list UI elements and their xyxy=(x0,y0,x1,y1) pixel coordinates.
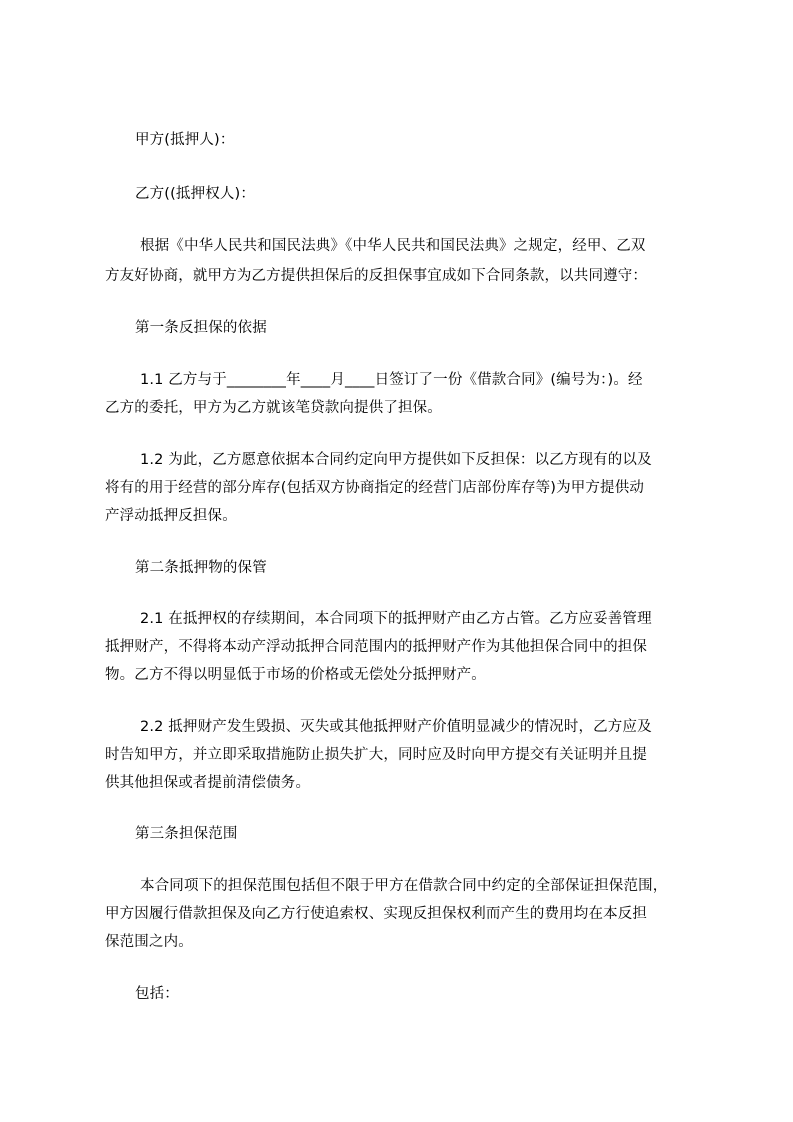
party-a-label: 甲方(抵押人)： xyxy=(135,132,235,148)
article-2-heading: 第二条抵押物的保管 xyxy=(135,560,267,576)
clause-1-2-line-3: 产浮动抵押反担保。 xyxy=(105,508,237,524)
party-b-label: 乙方((抵押权人)： xyxy=(135,186,255,202)
article-3-heading: 第三条担保范围 xyxy=(135,826,238,842)
clause-2-1-line-1: 2.1 在抵押权的存续期间，本合同项下的抵押财产由乙方占管。乙方应妥善管理 xyxy=(140,611,652,627)
clause-2-1-line-3: 物。乙方不得以明显低于市场的价格或无偿处分抵押财产。 xyxy=(105,667,486,683)
clause-2-1-line-2: 抵押财产，不得将本动产浮动抵押合同范围内的抵押财产作为其他担保合同中的担保 xyxy=(105,639,648,655)
article-3-body-line-2: 甲方因履行借款担保及向乙方行使追索权、实现反担保权利而产生的费用均在本反担 xyxy=(105,906,648,922)
clause-1-2-line-1: 1.2 为此，乙方愿意依据本合同约定向甲方提供如下反担保：以乙方现有的以及 xyxy=(140,452,652,468)
including-label: 包括： xyxy=(135,986,179,1002)
article-1-heading: 第一条反担保的依据 xyxy=(135,320,267,336)
clause-2-2-line-2: 时告知甲方，并立即采取措施防止损失扩大，同时应及时向甲方提交有关证明并且提 xyxy=(105,747,648,763)
clause-2-2-line-1: 2.2 抵押财产发生毁损、灭失或其他抵押财产价值明显减少的情况时，乙方应及 xyxy=(140,719,652,735)
preamble-line-2: 方友好协商，就甲方为乙方提供担保后的反担保事宜成如下合同条款，以共同遵守： xyxy=(105,268,648,284)
clause-1-2-line-2: 将有的用于经营的部分库存(包括双方协商指定的经营门店部份库存等)为甲方提供动 xyxy=(105,480,645,496)
article-3-body-line-3: 保范围之内。 xyxy=(105,934,193,950)
clause-1-1-line-1: 1.1 乙方与于________年____月____日签订了一份《借款合同》(编号为：)。经 xyxy=(140,372,643,388)
preamble-line-1: 根据《中华人民共和国民法典》《中华人民共和国民法典》之规定，经甲、乙双 xyxy=(140,238,646,254)
article-3-body-line-1: 本合同项下的担保范围包括但不限于甲方在借款合同中约定的全部保证担保范围， xyxy=(140,878,668,894)
clause-1-1-line-2: 乙方的委托，甲方为乙方就该笔贷款向提供了担保。 xyxy=(105,400,442,416)
clause-2-2-line-3: 供其他担保或者提前清偿债务。 xyxy=(105,775,311,791)
